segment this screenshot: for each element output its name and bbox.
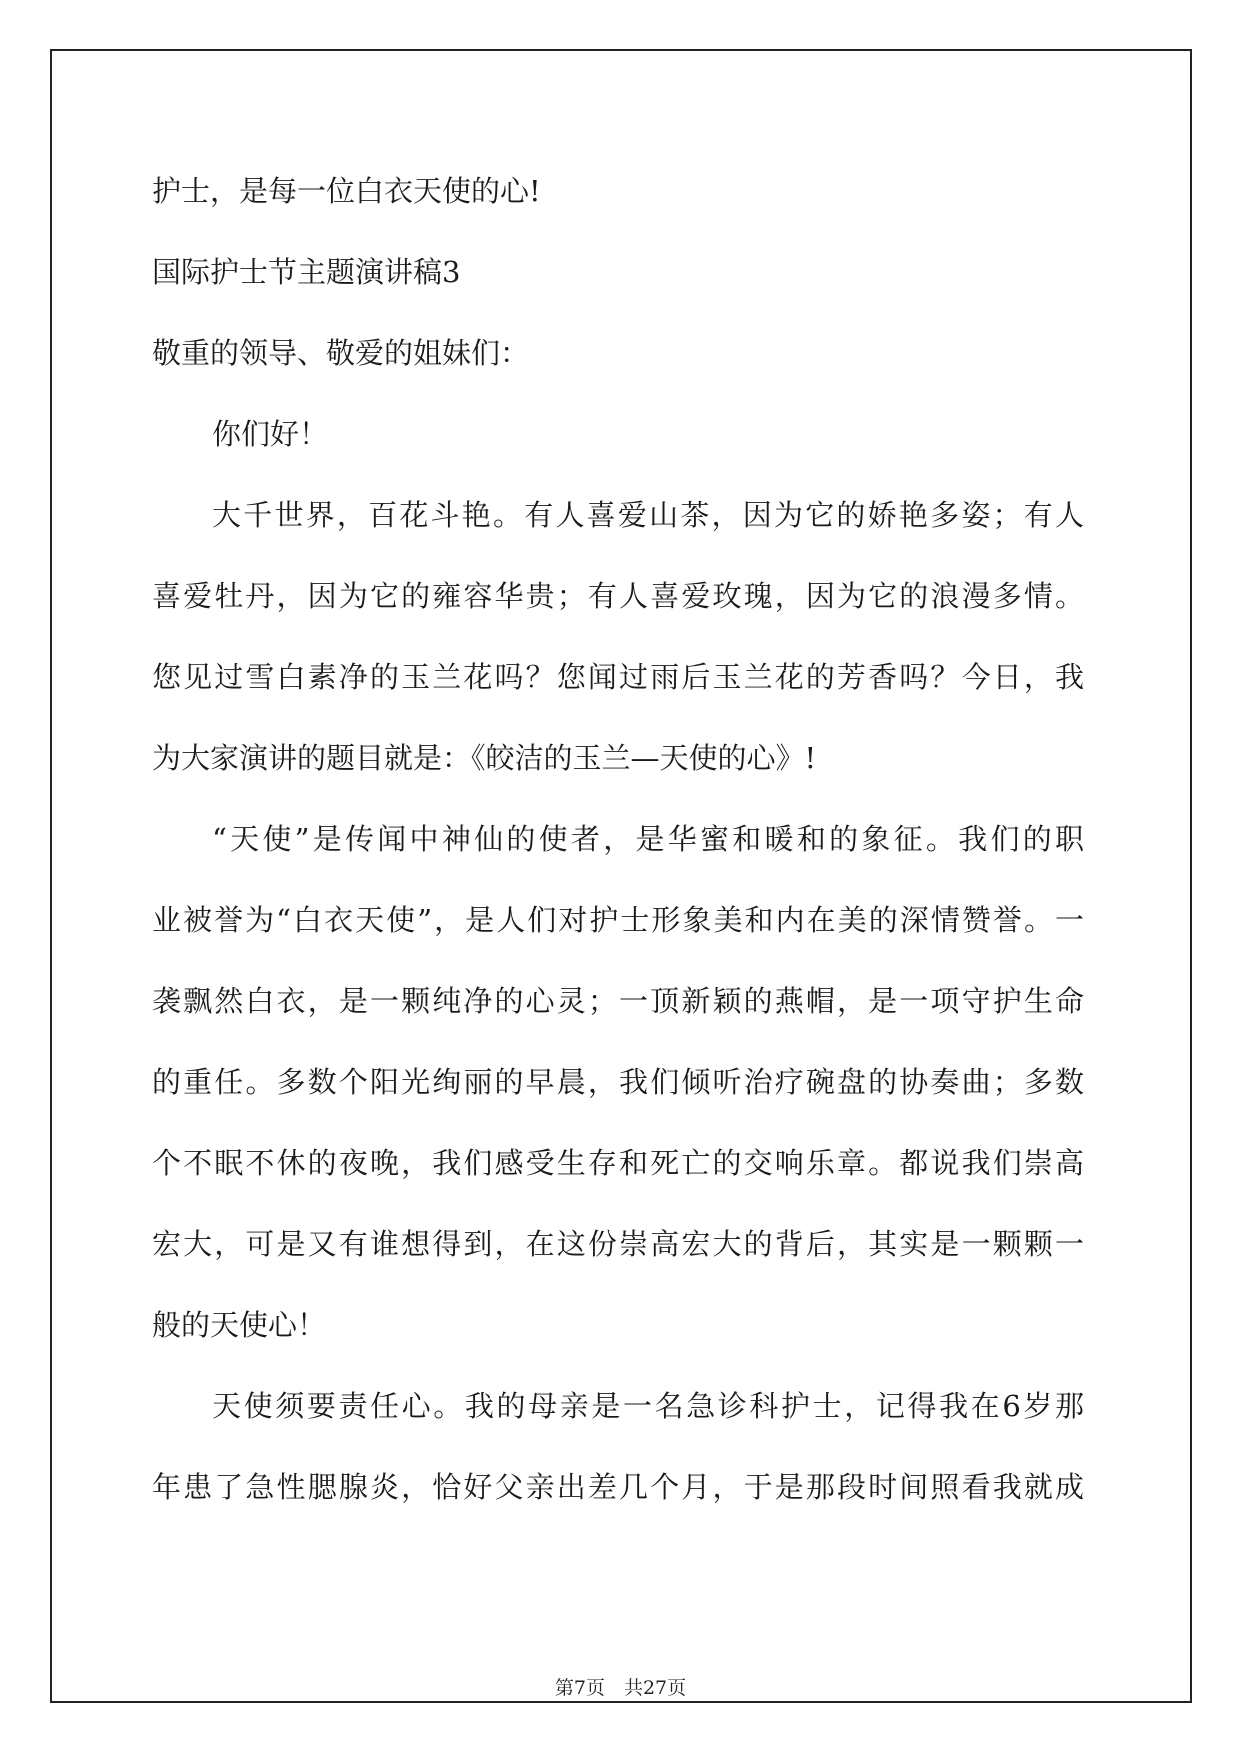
greeting: 你们好！ xyxy=(212,417,329,451)
salutation: 敬重的领导、敬爱的姐妹们： xyxy=(152,336,530,370)
paragraph-line: 您见过雪白素净的玉兰花吗？您闻过雨后玉兰花的芳香吗？今日，我 xyxy=(152,660,1084,694)
page-number-footer: 第7页 共27页 xyxy=(554,1677,687,1699)
paragraph-line: 宏大，可是又有谁想得到，在这份崇高宏大的背后，其实是一颗颗一 xyxy=(152,1227,1084,1261)
paragraph-line: 年患了急性腮腺炎，恰好父亲出差几个月，于是那段时间照看我就成 xyxy=(152,1470,1084,1504)
paragraph-line: 个不眠不休的夜晚，我们感受生存和死亡的交响乐章。都说我们崇高 xyxy=(152,1146,1084,1180)
paragraph-line: 大千世界，百花斗艳。有人喜爱山茶，因为它的娇艳多姿；有人 xyxy=(212,498,1084,532)
paragraph-line: 天使须要责任心。我的母亲是一名急诊科护士，记得我在6岁那 xyxy=(212,1389,1084,1423)
paragraph-line: 为大家演讲的题目就是：《皎洁的玉兰—天使的心》! xyxy=(152,741,817,775)
paragraph-line: 喜爱牡丹，因为它的雍容华贵；有人喜爱玫瑰，因为它的浪漫多情。 xyxy=(152,579,1084,613)
paragraph-line: “天使”是传闻中神仙的使者，是华蜜和暖和的象征。我们的职 xyxy=(212,822,1084,856)
paragraph-line: 的重任。多数个阳光绚丽的早晨，我们倾听治疗碗盘的协奏曲；多数 xyxy=(152,1065,1084,1099)
text-line: 护士，是每一位白衣天使的心! xyxy=(152,174,541,208)
paragraph-line: 袭飘然白衣，是一颗纯净的心灵；一顶新颖的燕帽，是一项守护生命 xyxy=(152,984,1084,1018)
paragraph-line: 业被誉为“白衣天使”，是人们对护士形象美和内在美的深情赞誉。一 xyxy=(152,903,1084,937)
page-frame xyxy=(50,49,1192,1703)
section-heading: 国际护士节主题演讲稿3 xyxy=(152,255,461,289)
paragraph-line: 般的天使心！ xyxy=(152,1308,327,1342)
